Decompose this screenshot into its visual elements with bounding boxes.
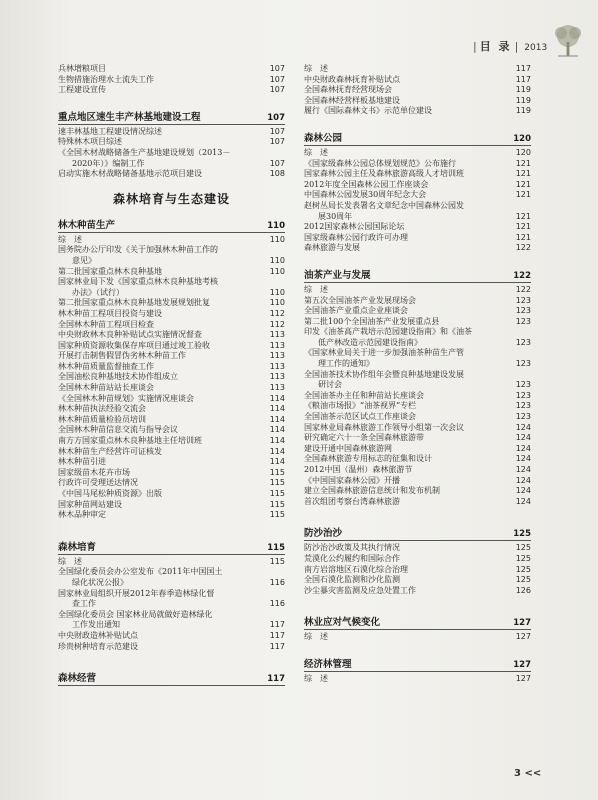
toc-entry-title: 建立全国森林旅游信息统计和发布机制	[304, 486, 440, 496]
toc-entry-title: 行政许可受理送达情况	[58, 478, 138, 488]
toc-entry[interactable]	[58, 589, 285, 600]
toc-entry-title: 速丰林基地工程建设情况综述	[58, 126, 162, 136]
toc-entry-page: 123	[515, 390, 531, 400]
toc-entry-title: 《国家级森林公园总体规划规范》公布施行	[304, 158, 456, 168]
toc-entry[interactable]	[58, 425, 285, 436]
toc-entry-title: 荒漠化公约履约和国际合作	[304, 553, 400, 563]
toc-entry-page: 113	[269, 351, 285, 361]
toc-entry[interactable]	[304, 296, 531, 307]
toc-entry-title: 珍贵树种培育示范建设	[58, 641, 138, 651]
toc-entry-page: 114	[269, 404, 285, 414]
toc-entry-title: 南方岩溶地区石漠化综合治理	[304, 564, 408, 574]
toc-entry[interactable]	[304, 327, 531, 338]
toc-entry-page: 125	[515, 564, 531, 574]
toc-entry-title: 林木种苗生产经营许可证核发	[58, 446, 162, 456]
toc-entry-title: 全国油松良种基地技术协作组成立	[58, 372, 178, 382]
toc-entry-title: 《全国林木种苗规划》实施情况座谈会	[58, 393, 194, 403]
toc-entry[interactable]	[58, 404, 285, 415]
toc-entry-page: 107	[269, 85, 285, 95]
toc-entry[interactable]	[58, 567, 285, 578]
toc-entry-title: 国家林业局下发《国家重点林木良种基地考核	[58, 277, 218, 287]
toc-entry-page: 116	[269, 599, 285, 609]
section-page: 120	[513, 133, 531, 144]
toc-entry-title: 森林旅游与发展	[304, 243, 360, 253]
toc-entry-page: 115	[269, 510, 285, 520]
page-header: | 目 录 | 2013	[473, 40, 548, 53]
toc-entry-page: 119	[515, 95, 531, 105]
toc-entry-title: 建设开通中国森林旅游网	[304, 443, 392, 453]
toc-left-column	[58, 64, 285, 688]
toc-entry-page: 113	[269, 383, 285, 393]
toc-entry-page: 115	[269, 499, 285, 509]
toc-entry-title: 工作发出通知	[72, 620, 120, 630]
toc-entry-title: 《中国马尾松种质资源》出版	[58, 489, 162, 498]
toc-entry[interactable]	[58, 383, 285, 394]
toc-entry-page: 125	[515, 575, 531, 585]
toc-entry[interactable]	[304, 169, 531, 180]
toc-entry[interactable]	[58, 557, 285, 568]
toc-entry-title: 林木种苗工程项目投资与建设	[58, 308, 162, 318]
toc-entry-page: 119	[515, 85, 531, 95]
toc-entry-title: 防沙治沙政策及其执行情况	[304, 543, 400, 553]
toc-entry-title: 赵树丛局长发表署名文章纪念中国森林公园发	[304, 200, 464, 210]
header-title: 目 录	[479, 40, 512, 53]
toc-entry[interactable]	[58, 235, 285, 246]
toc-entry-page: 119	[515, 106, 531, 116]
toc-entry-title: 全国森林旅游专用标志的征集和设计	[304, 454, 432, 464]
toc-entry-page: 116	[269, 577, 285, 587]
toc-entry-title: 查工作	[72, 599, 96, 609]
toc-entry-title: 《国家林业局关于进一步加强油茶种苗生产管	[304, 348, 464, 358]
toc-entry-page: 113	[269, 330, 285, 340]
toc-entry-title: 国务院办公厅印发《关于加强林木种苗工作的	[58, 245, 218, 255]
toc-entry[interactable]	[58, 372, 285, 383]
toc-entry[interactable]	[58, 394, 285, 405]
toc-entry-title: 理工作的通知》	[318, 359, 374, 369]
toc-entry-title: 全国油茶办主任和种苗站长座谈会	[304, 390, 424, 400]
toc-entry[interactable]	[304, 565, 531, 576]
toc-entry-page: 112	[269, 308, 285, 318]
toc-entry-page: 108	[269, 169, 285, 179]
toc-entry-page: 126	[515, 585, 531, 595]
toc-entry-page: 114	[269, 436, 285, 446]
toc-entry-title: 2012国家森林公园国际论坛	[304, 222, 405, 232]
toc-entry-page: 123	[515, 401, 531, 411]
toc-entry-title: 2020年）》编制工作	[72, 158, 145, 168]
toc-entry-page: 124	[515, 475, 531, 485]
toc-entry-page: 110	[269, 298, 285, 308]
toc-entry-title: 特殊林木项目综述	[58, 137, 122, 147]
toc-entry[interactable]	[304, 476, 531, 487]
toc-entry-title: 全国绿化委员会 国家林业局就做好造林绿化	[58, 609, 213, 619]
toc-entry[interactable]	[304, 106, 531, 117]
toc-entry[interactable]	[58, 610, 285, 621]
toc-entry-page: 115	[269, 478, 285, 488]
page-number: 3 <<	[514, 768, 542, 779]
toc-entry[interactable]	[304, 391, 531, 402]
toc-section[interactable]	[304, 267, 531, 283]
toc-entry-title: 中央财政林木良种补贴试点实施情况督查	[58, 330, 202, 340]
toc-entry[interactable]	[58, 500, 285, 511]
section-title: 森林培育	[58, 541, 97, 553]
toc-entry-title: 全国石漠化监测和沙化监测	[304, 575, 400, 585]
toc-entry[interactable]	[304, 370, 531, 381]
toc-entry-title: 全国林木种苗信息交流与指导会议	[58, 425, 178, 435]
toc-entry-title: 2012中国（温州）森林旅游节	[304, 465, 413, 474]
toc-entry-page: 113	[269, 340, 285, 350]
toc-entry-page: 124	[515, 465, 531, 474]
toc-entry-page: 113	[269, 361, 285, 371]
toc-entry[interactable]	[304, 243, 531, 254]
toc-entry-title: 第二批100个全国油茶产业发展重点县	[304, 316, 440, 326]
toc-entry[interactable]	[58, 288, 285, 299]
section-title: 油茶产业与发展	[304, 269, 371, 281]
section-title: 森林公园	[304, 132, 343, 144]
toc-entry-page: 114	[269, 446, 285, 456]
toc-entry[interactable]	[304, 338, 531, 349]
toc-entry[interactable]	[304, 75, 531, 86]
toc-entry-title: 国家种苗网站建设	[58, 499, 122, 509]
toc-entry-title: 综 述	[304, 673, 328, 683]
toc-entry[interactable]	[58, 298, 285, 309]
toc-entry[interactable]	[58, 510, 285, 521]
toc-section[interactable]	[304, 656, 531, 672]
toc-entry-title: 国家级森林公园行政许可办理	[304, 232, 408, 242]
toc-entry-title: 中央财政森林抚育补贴试点	[304, 74, 400, 84]
toc-entry-page: 121	[515, 190, 531, 200]
toc-entry[interactable]	[304, 159, 531, 170]
toc-entry[interactable]	[58, 341, 285, 352]
toc-entry[interactable]	[58, 642, 285, 653]
toc-entry-page: 117	[269, 641, 285, 651]
toc-entry-page: 110	[269, 287, 285, 297]
toc-entry-page: 124	[515, 454, 531, 464]
toc-entry[interactable]	[304, 212, 531, 223]
toc-entry-title: 全国森林经营样板基地建设	[304, 95, 400, 105]
toc-entry[interactable]	[58, 620, 285, 631]
toc-entry[interactable]	[304, 412, 531, 423]
toc-entry-page: 121	[515, 232, 531, 242]
toc-entry-page: 124	[515, 422, 531, 432]
part-title: 森林培育与生态建设	[112, 191, 230, 206]
toc-entry[interactable]	[304, 317, 531, 328]
toc-section[interactable]	[304, 525, 531, 541]
toc-entry-title: 国家种质资源收集保存库项目通过竣工验收	[58, 340, 210, 350]
toc-entry[interactable]	[58, 309, 285, 320]
toc-entry[interactable]	[304, 148, 531, 159]
toc-entry[interactable]	[304, 285, 531, 296]
toc-entry-page: 117	[515, 64, 531, 73]
toc-entry[interactable]	[58, 320, 285, 331]
section-page: 117	[267, 674, 285, 685]
toc-section[interactable]	[304, 614, 531, 630]
toc-entry-page: 121	[515, 211, 531, 221]
toc-entry[interactable]	[304, 201, 531, 212]
toc-entry-title: 综 述	[304, 632, 328, 642]
section-page: 127	[513, 618, 531, 629]
section-title: 经济林管理	[304, 658, 352, 670]
toc-entry-page: 114	[269, 425, 285, 435]
toc-entry[interactable]	[304, 543, 531, 554]
toc-entry[interactable]	[58, 75, 285, 86]
toc-entry-page: 117	[269, 620, 285, 630]
toc-entry-title: 《中国国家森林公园》开播	[304, 475, 400, 485]
toc-entry[interactable]	[58, 362, 285, 373]
toc-entry-page: 125	[515, 553, 531, 563]
toc-entry[interactable]	[58, 478, 285, 489]
toc-entry[interactable]	[58, 631, 285, 642]
toc-entry-title: 第二批国家重点林木良种基地发展规划批复	[58, 298, 210, 308]
section-title: 林木种苗生产	[58, 219, 116, 231]
toc-entry-title: 林木品种审定	[58, 510, 106, 520]
toc-entry-page: 114	[269, 414, 285, 424]
toc-entry-title: 国家林业局森林旅游工作领导小组第一次会议	[304, 422, 464, 432]
toc-entry-title: 沙尘暴灾害监测及应急处置工作	[304, 585, 416, 595]
toc-entry[interactable]	[304, 222, 531, 233]
toc-entry-page: 114	[269, 457, 285, 467]
toc-entry-page: 121	[515, 169, 531, 179]
toc-entry-title: 履行《国际森林文书》示范单位建设	[304, 106, 432, 116]
toc-entry[interactable]	[58, 447, 285, 458]
toc-entry[interactable]	[304, 586, 531, 597]
toc-section[interactable]	[58, 539, 285, 555]
toc-entry[interactable]	[58, 64, 285, 75]
toc-entry-page: 127	[515, 632, 531, 642]
toc-entry[interactable]	[58, 267, 285, 278]
toc-entry[interactable]	[58, 256, 285, 267]
toc-entry[interactable]	[304, 348, 531, 359]
toc-entry-page: 127	[515, 673, 531, 683]
toc-entry-title: 全国绿化委员会办公室发布《2011年中国国土	[58, 567, 223, 577]
toc-entry-page: 115	[269, 467, 285, 477]
toc-entry-title: 开展打击制售假冒伪劣林木种苗工作	[58, 351, 186, 361]
toc-entry-title: 《全国木材战略储备生产基地建设规划（2013－	[58, 147, 231, 157]
toc-entry-page: 123	[515, 412, 531, 422]
toc-entry-title: 全国油茶示范区试点工作座谈会	[304, 412, 416, 422]
toc-entry-title: 研究确定六十一条全国森林旅游带	[304, 433, 424, 443]
toc-entry-page: 110	[269, 255, 285, 265]
toc-entry-page: 107	[269, 137, 285, 147]
toc-entry-page: 107	[269, 126, 285, 136]
toc-entry-title: 意见》	[72, 255, 96, 265]
toc-entry-title: 南方方国家重点林木良种基地主任培训班	[58, 436, 202, 446]
toc-entry[interactable]	[304, 64, 531, 75]
toc-entry-title: 综 述	[304, 64, 328, 73]
toc-entry-page: 117	[515, 74, 531, 84]
toc-entry-page: 107	[269, 158, 285, 168]
toc-entry-title: 研讨会	[318, 380, 342, 390]
toc-entry[interactable]	[304, 454, 531, 465]
toc-entry-title: 第二批国家重点林木良种基地	[58, 266, 162, 276]
toc-entry-page: 114	[269, 393, 285, 403]
toc-entry-page: 113	[269, 372, 285, 382]
toc-entry[interactable]	[304, 465, 531, 476]
toc-entry-page: 107	[269, 74, 285, 84]
toc-entry[interactable]	[304, 674, 531, 685]
section-title: 重点地区速生丰产林基地建设工程	[58, 111, 201, 123]
toc-entry[interactable]	[304, 433, 531, 444]
toc-entry-title: 综 述	[304, 147, 328, 157]
toc-entry[interactable]	[304, 423, 531, 434]
toc-entry-page: 125	[515, 543, 531, 553]
toc-entry[interactable]	[58, 85, 285, 96]
toc-entry[interactable]	[304, 180, 531, 191]
toc-entry[interactable]	[304, 85, 531, 96]
toc-entry[interactable]	[58, 169, 285, 180]
toc-entry-title: 林木种苗执法经验交流会	[58, 404, 146, 414]
toc-entry[interactable]	[58, 457, 285, 468]
toc-entry[interactable]	[304, 190, 531, 201]
toc-entry-page: 120	[515, 147, 531, 157]
toc-entry[interactable]	[304, 444, 531, 455]
toc-entry-page: 121	[515, 158, 531, 168]
toc-entry-page: 123	[515, 359, 531, 369]
toc-entry-page: 123	[515, 306, 531, 316]
toc-entry-title: 办法》（试行）	[72, 287, 124, 297]
toc-entry-title: 综 述	[58, 234, 82, 244]
header-year: 2013	[524, 43, 548, 53]
section-page: 125	[513, 529, 531, 540]
toc-entry-page: 121	[515, 179, 531, 189]
toc-entry-page: 122	[515, 243, 531, 253]
toc-entry-title: 国家森林公园主任及森林旅游高级人才培训班	[304, 169, 464, 179]
toc-section[interactable]	[58, 670, 285, 686]
toc-entry[interactable]	[304, 401, 531, 412]
toc-entry-title: 展30周年	[318, 211, 353, 221]
toc-entry-page: 122	[515, 284, 531, 294]
toc-entry[interactable]	[58, 127, 285, 138]
toc-right-column	[304, 64, 531, 685]
toc-entry-title: 工程建设宣传	[58, 85, 106, 95]
toc-entry[interactable]	[304, 497, 531, 508]
toc-entry-title: 全国森林抚育经营现场会	[304, 85, 392, 95]
toc-entry[interactable]	[58, 578, 285, 589]
section-page: 110	[267, 220, 285, 231]
toc-entry-page: 123	[515, 295, 531, 305]
section-title: 林业应对气候变化	[304, 617, 381, 629]
toc-entry-page: 115	[269, 489, 285, 498]
toc-entry-title: 印发《油茶高产栽培示范园建设指南》和《油茶	[304, 327, 472, 337]
toc-entry[interactable]	[58, 468, 285, 479]
toc-entry[interactable]	[304, 575, 531, 586]
toc-entry[interactable]	[304, 632, 531, 643]
toc-entry[interactable]	[304, 486, 531, 497]
toc-entry[interactable]	[58, 330, 285, 341]
toc-entry-title: 综 述	[304, 284, 328, 294]
toc-entry-page: 124	[515, 443, 531, 453]
toc-entry[interactable]	[58, 277, 285, 288]
toc-entry-page: 121	[515, 222, 531, 232]
toc-entry-page: 117	[269, 630, 285, 640]
toc-entry-title: 国家林业局组织开展2012年春季造林绿化督	[58, 588, 215, 598]
toc-entry-title: 启动实施木材战略储备基地示范项目建设	[58, 169, 202, 179]
toc-entry-title: 全国油茶产业重点企业座谈会	[304, 306, 408, 316]
toc-entry[interactable]	[304, 554, 531, 565]
section-page: 107	[267, 112, 285, 123]
section-title: 森林经营	[58, 673, 97, 685]
toc-entry-title: 首次组团考察台湾森林旅游	[304, 496, 400, 506]
toc-entry-title: 林木种苗质量监督抽查工作	[58, 361, 154, 371]
toc-entry-page: 110	[269, 234, 285, 244]
toc-entry[interactable]	[58, 489, 285, 500]
toc-entry-title: 生物措施治理水土流失工作	[58, 74, 154, 84]
toc-entry[interactable]	[304, 233, 531, 244]
toc-entry[interactable]	[304, 359, 531, 370]
toc-entry-title: 国家级苗木花卉市场	[58, 467, 130, 477]
toc-entry-title: 2012年度全国森林公园工作座谈会	[304, 179, 429, 189]
toc-entry-page: 123	[515, 380, 531, 390]
toc-entry[interactable]	[58, 137, 285, 148]
toc-entry-page: 110	[269, 266, 285, 276]
toc-entry-title: 全国林木种苗工程项目检查	[58, 319, 154, 329]
toc-entry-page: 123	[515, 337, 531, 347]
toc-entry-page: 124	[515, 486, 531, 496]
toc-entry[interactable]	[304, 380, 531, 391]
toc-entry-title: 中国森林公园发展30周年纪念大会	[304, 190, 427, 200]
section-page: 127	[513, 659, 531, 670]
toc-entry[interactable]	[58, 351, 285, 362]
toc-section[interactable]	[58, 217, 285, 233]
toc-entry-title: 全国林木种苗站站长座谈会	[58, 383, 154, 393]
toc-entry[interactable]	[58, 245, 285, 256]
toc-entry-title: 《粮油市场报》“油茶视界”专栏	[304, 401, 417, 411]
toc-entry[interactable]	[58, 436, 285, 447]
toc-entry-page: 107	[269, 64, 285, 73]
toc-entry-title: 第五次全国油茶产业发展现场会	[304, 295, 416, 305]
section-page: 122	[513, 270, 531, 281]
toc-entry-page: 124	[515, 496, 531, 506]
toc-entry[interactable]	[58, 159, 285, 170]
toc-entry-title: 低产林改造示范园建设指南》	[318, 337, 422, 347]
toc-entry-title: 综 述	[58, 556, 82, 566]
section-page: 115	[267, 542, 285, 553]
toc-entry[interactable]	[304, 306, 531, 317]
toc-entry-page: 123	[515, 316, 531, 326]
toc-entry-page: 124	[515, 433, 531, 443]
toc-entry-title: 林木种苗质量检验员培训	[58, 414, 146, 424]
tree-logo-icon	[552, 22, 584, 62]
toc-entry-title: 林木种苗引进	[58, 457, 106, 467]
toc-entry[interactable]	[58, 148, 285, 159]
toc-entry-title: 兵林增粮项目	[58, 64, 106, 73]
toc-section[interactable]	[304, 130, 531, 146]
toc-section[interactable]	[58, 109, 285, 125]
toc-entry-title: 全国油茶技术协作组年会暨良种基地建设发展	[304, 369, 464, 379]
toc-entry[interactable]	[58, 415, 285, 426]
toc-entry[interactable]	[58, 599, 285, 610]
toc-entry-title: 绿化状况公报》	[72, 577, 128, 587]
toc-entry-title: 中央财政造林补贴试点	[58, 630, 138, 640]
section-title: 防沙治沙	[304, 528, 343, 540]
toc-entry-page: 115	[269, 556, 285, 566]
toc-entry[interactable]	[304, 96, 531, 107]
toc-entry-page: 112	[269, 319, 285, 329]
